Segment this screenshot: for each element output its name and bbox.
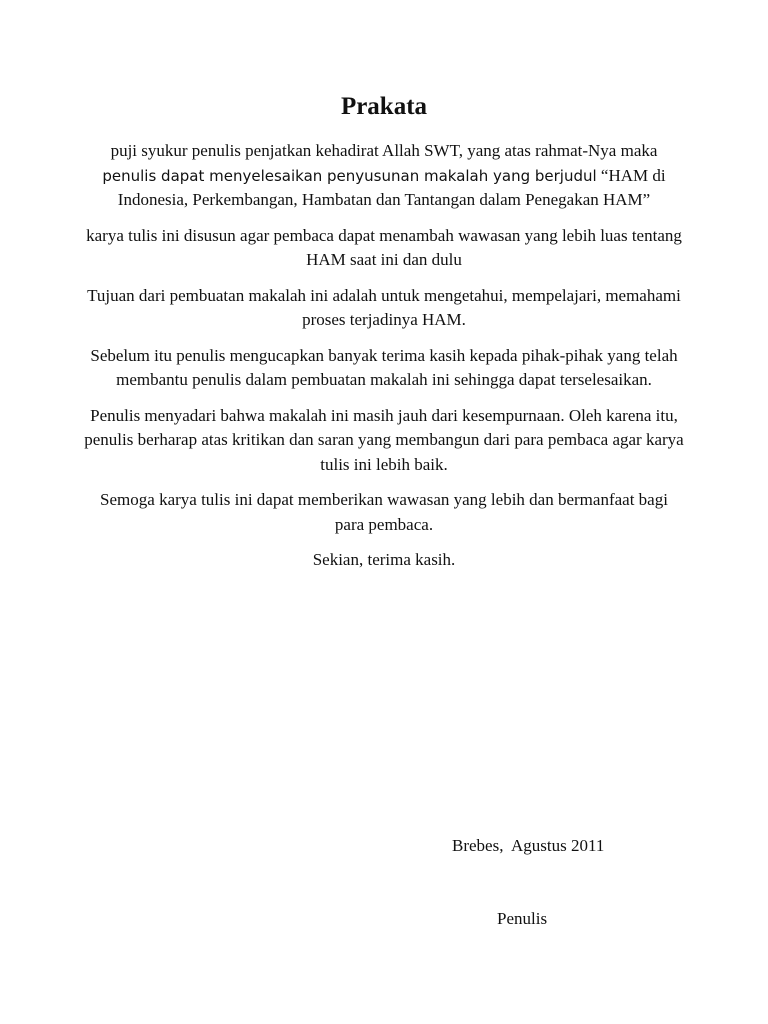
document-body (84, 139, 684, 584)
paragraph-1-text-a: puji syukur penulis penjatkan kehadirat Allah SWT, yang atas rahmat-Nya maka (110, 141, 658, 160)
place-date: Brebes, Agustus 2011 (452, 836, 605, 855)
paragraph-5: Penulis menyadari bahwa makalah ini masih jauh dari kesempurnaan. Oleh karena itu, penulis berharap atas kritikan dan saran yang membangun dari para pembaca agar karya tulis ini lebih baik. (84, 405, 684, 474)
paragraph-3: Tujuan dari pembuatan makalah ini adalah untuk mengetahui, mempelajari, memahami proses terjadinya HAM. (87, 285, 681, 329)
page-title: Prakata (340, 93, 428, 120)
paragraph-6: Semoga karya tulis ini dapat memberikan wawasan yang lebih dan bermanfaat bagi para pembaca. (100, 490, 668, 534)
author-signature: Penulis (497, 909, 548, 928)
paragraph-4: Sebelum itu penulis mengucapkan banyak terima kasih kepada pihak-pihak yang telah membantu penulis dalam pembuatan makalah ini sehingga dapat terselesaikan. (90, 345, 678, 389)
paragraph-2: karya tulis ini disusun agar pembaca dapat menambah wawasan yang lebih luas tentang HAM saat ini dan dulu (86, 225, 682, 269)
paragraph-1 (84, 139, 684, 213)
paragraph-1-text-c: “HAM di Indonesia, Perkembangan, Hambatan dan Tantangan dalam Penegakan HAM” (117, 165, 666, 209)
paragraph-7: Sekian, terima kasih. (312, 550, 456, 569)
paragraph-1-text-b: penulis dapat menyelesaikan penyusunan makalah yang berjudul (102, 166, 597, 185)
